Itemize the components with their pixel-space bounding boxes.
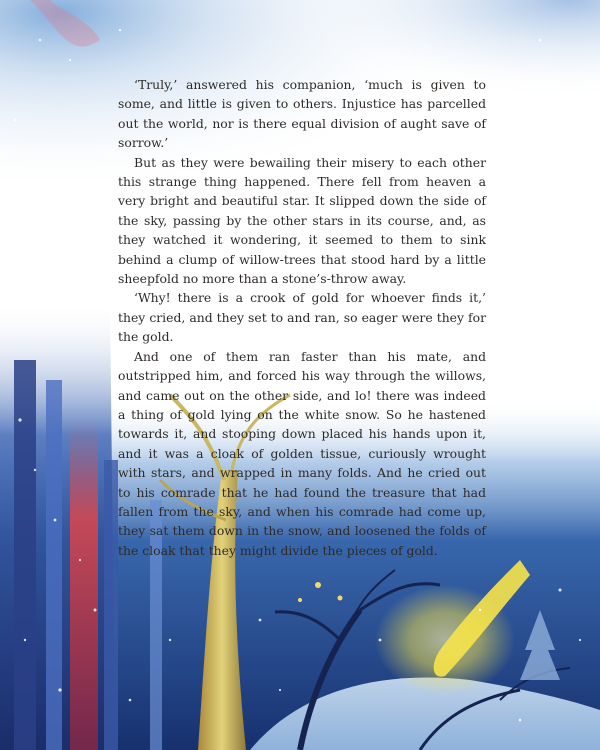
paragraph-3: ‘Why! there is a crook of gold for whoever finds it,’ they cried, and they set to and ran, so eager were they for the gold.	[118, 290, 486, 345]
paragraph-1: ‘Truly,’ answered his companion, ‘much is given to some, and little is given to others. Injustice has parcelled out the world, nor is there equal division of aught save of sorrow.’	[118, 77, 486, 151]
paragraph-4: And one of them ran faster than his mate, and outstripped him, and forced his way through the willows, and came out on the other side, and lo! there was indeed a thing of gold lying on the white snow. So he hastened towards it, and stooping down placed his hands upon it, and it was a cloak of golden tissue, curiously wrought with stars, and wrapped in many folds. And he cried out to his comrade that he had found the treasure that had fallen from the sky, and when his comrade had come up, they sat them down in the snow, and loosened the folds of the cloak that they might divide the pieces of gold.	[118, 348, 486, 558]
paragraph-2: But as they were bewailing their misery to each other this strange thing happened. There fell from heaven a very bright and beautiful star. It slipped down the side of the sky, passing by the other stars in its course, and, as they watched it wondering, it seemed to them to sink behind a clump of willow-trees that stood hard by a little sheepfold no more than a stone’s-throw away.	[118, 154, 486, 287]
story-text	[118, 75, 486, 560]
